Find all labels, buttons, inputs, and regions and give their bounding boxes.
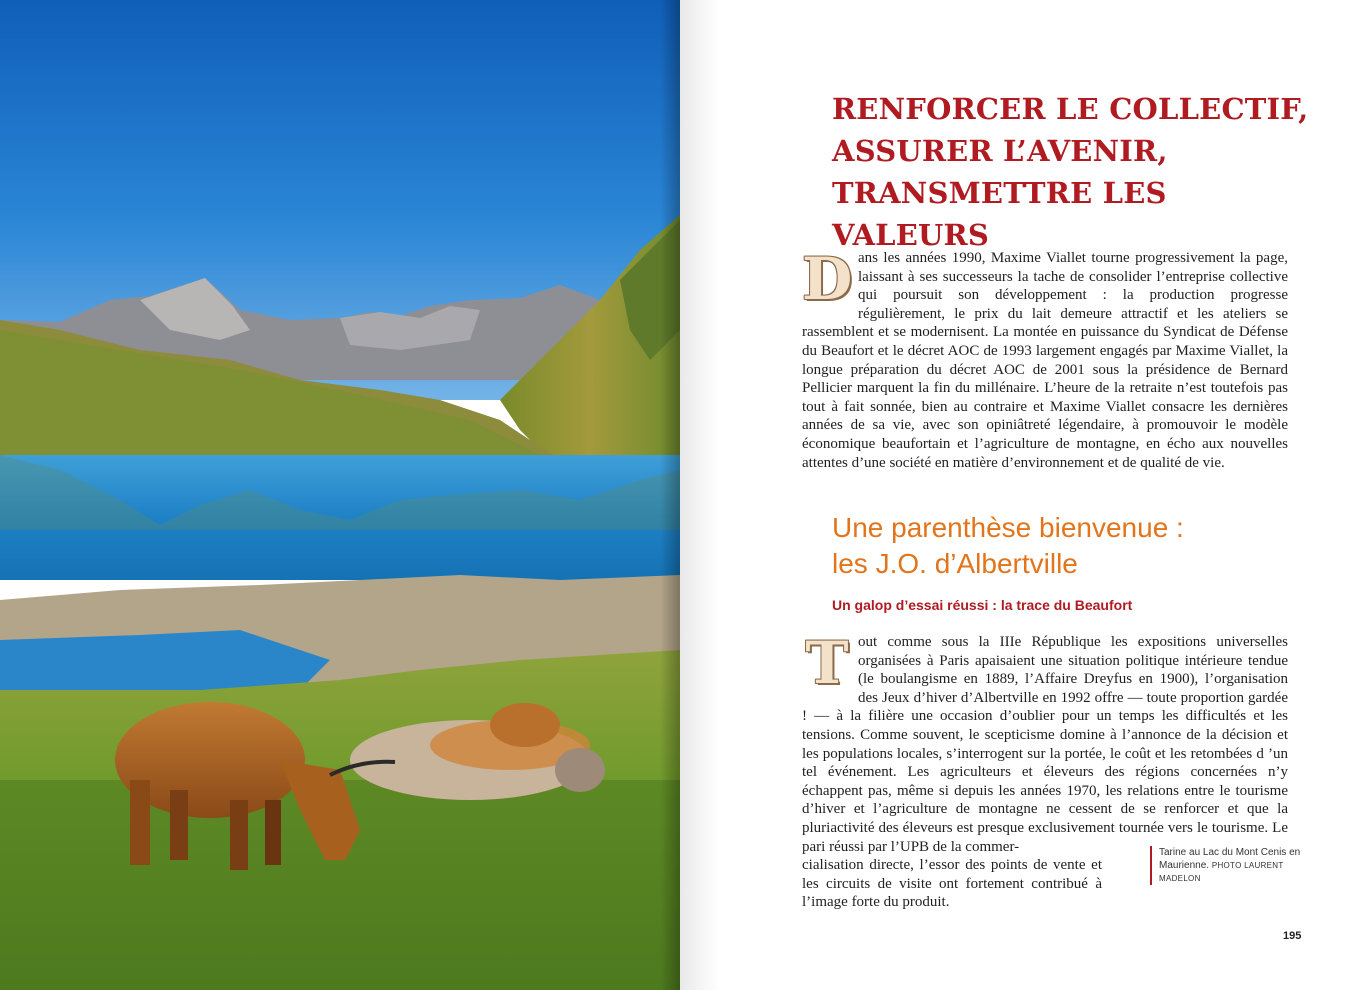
chapter-title: RENFORCER LE COLLECTIF, ASSURER L’AVENIR, TRANSMETTRE LES VALEURS xyxy=(832,92,1309,252)
page-number: 195 xyxy=(1283,930,1302,942)
dropcap-d: D xyxy=(802,245,853,313)
body-text: out comme sous la IIIe République les expositions universelles organisées à Paris apaisaient une situation politique intérieure tendue (le boulangisme en 1889, l’Affaire Dreyfus en 1900), l’organisation des Jeux d’hiver d’Albertville en 1992 offre — toute proportion gardée ! — à la filière une occasion d’oublier pour un temps les difficultés et les tensions. Comme souvent, le scepticisme domine à l’annonce de la décision et les populations locales, s’interrogent sur la portée, le coût et les retombées d ’un tel événement. Les agriculteurs et éleveurs des régions concernées n’y échappent pas, même si depuis les années 1970, les relations entre le tourisme d’hiver et l’agriculture de montagne ne cessent de se renforcer et que la pluriactivité des éleveurs est presque exclusivement tournée vers le tourisme. Le pari réussi par l’UPB de la commer- xyxy=(802,634,1288,855)
caption-text: Tarine au Lac du Mont Cenis en Maurienne. xyxy=(1159,847,1301,871)
intro-paragraph xyxy=(802,245,1288,472)
photo-credit: PHOTO LAURENT MADELON xyxy=(1159,861,1284,883)
body-tail-text: cialisation directe, l’essor des points de vente et les circuits de visite ont fortement contribué à l’image forte du produit. xyxy=(802,857,1102,911)
intro-text: ans les années 1990, Maxime Viallet tourne progressivement la page, laissant à ses successeurs la tache de consolider l’entreprise collective qui poursuit son développement : la production progresse régulièrement, le prix du lait demeure attractif et les ateliers se rassemblent et se modernisent. La montée en puissance du Syndicat de Défense du Beaufort et le décret AOC de 1993 largement engagés par Maxime Viallet, la longue préparation du décret AOC de 2001 sous la présidence de Bernard Pellicier marquent la fin du millénaire. L’heure de la retraite n’est toutefois pas tout à fait sonnée, bien au contraire et Maxime Viallet consacre les dernières années de sa vie, avec son opiniâtreté légendaire, à promouvoir le modèle économique beaufortain et l’agriculture de montagne, en écho aux nouvelles attentes d’une société en matière d’environnement et de qualité de vie. xyxy=(802,250,1288,471)
text-page xyxy=(680,0,1360,990)
sub-heading: Un galop d’essai réussi : la trace du Beaufort xyxy=(832,597,1133,613)
dropcap-t: T xyxy=(802,636,852,692)
photo-caption xyxy=(1150,846,1309,885)
section-heading: Une parenthèse bienvenue : les J.O. d’Albertville xyxy=(832,512,1184,579)
